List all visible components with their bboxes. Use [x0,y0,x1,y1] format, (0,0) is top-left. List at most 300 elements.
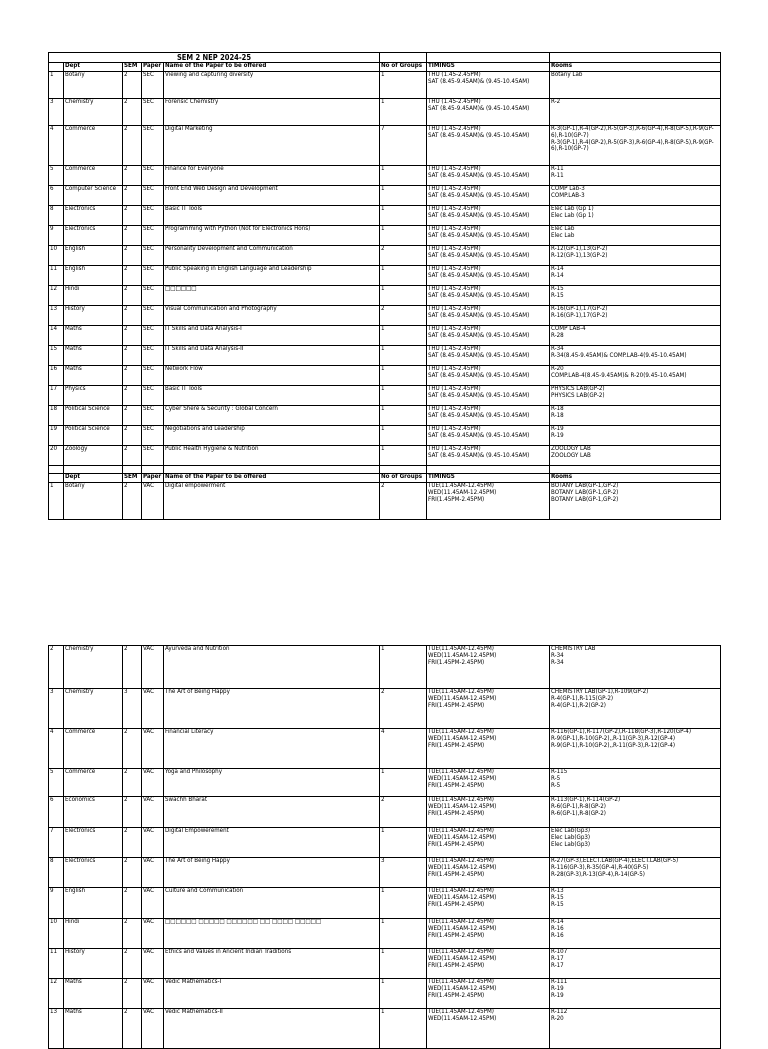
rooms [550,166,720,185]
paper-name: Personality Development and Communication [164,246,380,265]
table-row [49,979,720,1009]
rooms-line: R-6(GP-1),R-8(GP-2) [551,809,606,817]
timings-line: SAT (8.45-9.45AM)& (9.45-10.45AM) [428,231,530,239]
timings-line: SAT (8.45-9.45AM)& (9.45-10.45AM) [428,104,530,112]
paper-name: □□□□□□ [164,286,380,305]
rooms [550,646,720,688]
header-sem: SEM [123,63,142,71]
groups: 1 [380,426,427,445]
timings-line: WED(11.45AM-12.45PM) [428,734,497,742]
timings-line: THU (1.45-2.45PM) [428,206,481,212]
timings-line: SAT (8.45-9.45AM)& (9.45-10.45AM) [428,351,530,359]
header-groups: No of Groups [380,474,427,482]
timings-line: TUE(11.45AM-12.45PM) [428,729,494,735]
paper-name: Swachh Bharat [164,797,380,827]
rooms [550,226,720,245]
table-row [49,949,720,979]
spacer-row [49,466,720,474]
rooms-line: R-15 [551,286,564,292]
paper: SEC [142,426,164,445]
timings-line: FRI(1.45PM-2.45PM) [428,495,485,503]
empty-cell [427,466,550,473]
empty-cell [380,53,427,62]
rooms [550,246,720,265]
sem: 2 [123,166,142,185]
rooms-line: R-16(GP-1),17(GP-2) [551,306,608,312]
rooms [550,186,720,205]
rooms-line: R-16 [551,931,564,939]
timings-line: THU (1.45-2.45PM) [428,246,481,252]
serial-no: 2 [49,646,64,688]
paper-name: Visual Communication and Photography [164,306,380,325]
title-row [49,53,720,63]
rooms-line: BOTANY LAB(GP-1,GP-2) [551,483,619,489]
serial-no: 10 [49,919,64,948]
timings [427,919,550,948]
groups: 1 [380,366,427,385]
paper: SEC [142,266,164,285]
header-rooms: Rooms [551,474,573,480]
rooms-line: COMP.LAB-4(8.45-9.45AM)& R-20(9.45-10.45AM) [551,371,687,379]
rooms-line: R-34 [551,658,564,666]
rooms-line: ZOOLOGY LAB [551,451,591,459]
timings-line: SAT (8.45-9.45AM)& (9.45-10.45AM) [428,331,530,339]
rooms-line: R-9(GP-1),R-10(GP-2),,R-11(GP-3),R-12(GP-4) [551,741,676,749]
table-row [49,446,720,466]
paper: SEC [142,286,164,305]
sem: 2 [123,446,142,465]
sem: 2 [123,126,142,165]
dept: Physics [64,386,123,405]
dept: Maths [64,326,123,345]
empty-cell [550,466,720,473]
rooms-line: R-18 [551,406,564,412]
sem: 3 [123,689,142,728]
header-paper-name: Name of the Paper to be offered [164,63,380,71]
sem: 2 [123,406,142,425]
rooms-line: R-9(GP-1),R-10(GP-2),,R-11(GP-3),R-12(GP-4) [551,734,676,742]
timings-line: SAT (8.45-9.45AM)& (9.45-10.45AM) [428,271,530,279]
timings-line: FRI(1.45PM-2.45PM) [428,870,485,878]
rooms-line: COMP Lab-3 [551,186,585,192]
dept: Commerce [64,729,123,768]
serial-no: 7 [49,828,64,857]
sem: 2 [123,919,142,948]
dept: Hindi [64,919,123,948]
empty-cell [64,466,123,473]
serial-no: 9 [49,888,64,918]
paper-name: Ethics and Values in Ancient Indian Traditions [164,949,380,978]
timings [427,646,550,688]
table-row [49,858,720,888]
timings [427,769,550,796]
paper-name: Digital empowerment [164,483,380,519]
groups: 1 [380,446,427,465]
timings-line: SAT (8.45-9.45AM)& (9.45-10.45AM) [428,291,530,299]
serial-no: 8 [49,206,64,225]
rooms-line: R-11 [551,166,564,172]
serial-no: 6 [49,797,64,827]
serial-no: 13 [49,1009,64,1048]
rooms-line: R-5 [551,781,561,789]
rooms [550,266,720,285]
sem: 2 [123,729,142,768]
paper: VAC [142,729,164,768]
table-row [49,266,720,286]
timetable-sem2-vac-continued [48,645,721,1049]
timings [427,186,550,205]
header-timings: TIMINGS [427,474,550,482]
timings-line: FRI(1.45PM-2.45PM) [428,840,485,848]
rooms-line: R-3(GP-1),R-4(GP-2),R-5(GP-3),R-6(GP-4),R-8(GP-5),R-9(GP-6),R-10(GP-7) [551,138,714,153]
timings-line: SAT (8.45-9.45AM)& (9.45-10.45AM) [428,77,530,85]
dept: Chemistry [64,689,123,728]
rooms-line: R-14 [551,919,564,925]
serial-no: 17 [49,386,64,405]
paper: VAC [142,1009,164,1048]
sem: 2 [123,326,142,345]
header-serial-no [49,63,64,71]
table-row [49,729,720,769]
serial-no: 10 [49,246,64,265]
rooms-line: R-4(GP-1),R-2(GP-2) [551,701,606,709]
paper: SEC [142,366,164,385]
dept: Electronics [64,226,123,245]
sem: 2 [123,306,142,325]
timings-line: FRI(1.45PM-2.45PM) [428,961,485,969]
serial-no: 3 [49,689,64,728]
rooms [550,919,720,948]
groups: 2 [380,246,427,265]
table-row [49,99,720,126]
rooms-line: Elec Lab(Gp3) [551,828,591,834]
timings-line: TUE(11.45AM-12.45PM) [428,483,494,489]
groups: 1 [380,206,427,225]
rooms-line: CHEMISTRY LAB(GP-1),R-109(GP-2) [551,689,649,695]
groups: 1 [380,166,427,185]
rooms-line: R-3(GP-1),R-4(GP-2),R-5(GP-3),R-6(GP-4),R-8(GP-5),R-9(GP-6),R-10(GP-7) [551,126,714,139]
timings-line: TUE(11.45AM-12.45PM) [428,888,494,894]
sem: 2 [123,386,142,405]
serial-no: 11 [49,266,64,285]
rooms [550,483,720,519]
groups: 1 [380,99,427,125]
paper: SEC [142,306,164,325]
dept: English [64,888,123,918]
rooms [550,769,720,796]
timings-line: FRI(1.45PM-2.45PM) [428,701,485,709]
rooms-line: R-17 [551,954,564,962]
paper: VAC [142,949,164,978]
sem: 2 [123,186,142,205]
serial-no: 20 [49,446,64,465]
timings [427,366,550,385]
groups: 1 [380,286,427,305]
paper-name: The Art of Being Happy [164,689,380,728]
paper-name: Culture and Communication [164,888,380,918]
table-row [49,646,720,689]
rooms-line: R-15 [551,900,564,908]
rooms [550,406,720,425]
groups: 1 [380,186,427,205]
timings-line: WED(11.45AM-12.45PM) [428,984,497,992]
timings-line: TUE(11.45AM-12.45PM) [428,797,494,803]
rooms [550,729,720,768]
table-row [49,689,720,729]
timings-line: WED(11.45AM-12.45PM) [428,893,497,901]
empty-cell [164,466,380,473]
paper: SEC [142,406,164,425]
dept: English [64,266,123,285]
sem: 2 [123,483,142,519]
timings [427,226,550,245]
groups: 1 [380,828,427,857]
timings [427,483,550,519]
paper: SEC [142,326,164,345]
timings [427,206,550,225]
rooms-line: R-18 [551,411,564,419]
timings [427,386,550,405]
table-row [49,386,720,406]
timings [427,246,550,265]
timings [427,72,550,98]
rooms-line: COMP.LAB-3 [551,191,585,199]
paper: SEC [142,386,164,405]
paper-name: Viewing and capturing diversity [164,72,380,98]
sem: 2 [123,206,142,225]
rooms-line: R-14 [551,271,564,279]
table-row [49,126,720,166]
timings-line: WED(11.45AM-12.45PM) [428,774,497,782]
dept: History [64,306,123,325]
timings-line: SAT (8.45-9.45AM)& (9.45-10.45AM) [428,131,530,139]
timings-line: WED(11.45AM-12.45PM) [428,1014,497,1022]
rooms-line: COMP LAB-4 [551,326,586,332]
timings-line: TUE(11.45AM-12.45PM) [428,828,494,834]
timings-line: THU (1.45-2.45PM) [428,166,481,172]
paper: SEC [142,226,164,245]
dept: Commerce [64,126,123,165]
paper-name: Financial Literacy [164,729,380,768]
rooms [550,1009,720,1048]
dept: Maths [64,346,123,365]
header-rooms: Rooms [551,63,573,69]
rooms [550,446,720,465]
timings-line: THU (1.45-2.45PM) [428,326,481,332]
groups: 1 [380,919,427,948]
timings-line: THU (1.45-2.45PM) [428,286,481,292]
serial-no: 4 [49,729,64,768]
sem: 2 [123,646,142,688]
rooms-line: R-34 [551,651,564,659]
timings [427,828,550,857]
header-serial-no [49,474,64,482]
timings-line: FRI(1.45PM-2.45PM) [428,658,485,666]
rooms-line: R-16(GP-1),17(GP-2) [551,311,608,319]
rooms-line: R-113(GP-1),R-114(GP-2) [551,797,621,803]
rooms [550,326,720,345]
empty-cell [142,466,164,473]
header-paper: Paper [142,63,164,71]
timings-line: FRI(1.45PM-2.45PM) [428,991,485,999]
rooms [550,286,720,305]
rooms-line: R-15 [551,291,564,299]
timings-line: THU (1.45-2.45PM) [428,446,481,452]
dept: Computer Science [64,186,123,205]
sem: 2 [123,99,142,125]
paper-name: □□□□□□ □□□□□ □□□□□□ □□ □□□□ □□□□□ [164,919,380,948]
timings-line: SAT (8.45-9.45AM)& (9.45-10.45AM) [428,391,530,399]
serial-no: 6 [49,186,64,205]
rooms [550,99,720,125]
paper-name: Digital Empowerement [164,828,380,857]
serial-no: 9 [49,226,64,245]
rooms-line: R-12(GP-1),13(GP-2) [551,246,608,252]
rooms-line: Elec Lab [551,231,575,239]
paper-name: Public Health Hygiene & Nutrition [164,446,380,465]
rooms-line: R-116(GP-3),R-35(GP-4),R-40(GP-5) [551,863,649,871]
groups: 4 [380,729,427,768]
table-row [49,186,720,206]
serial-no: 5 [49,166,64,185]
rooms-line: R-14 [551,266,564,272]
paper-name: Public Speaking in English Language and Leadership [164,266,380,285]
timings-line: TUE(11.45AM-12.45PM) [428,769,494,775]
sem: 2 [123,286,142,305]
paper-name: Front End Web Design and Development [164,186,380,205]
dept: Electronics [64,828,123,857]
rooms-line: CHEMISTRY LAB [551,646,596,652]
dept: Electronics [64,206,123,225]
serial-no: 5 [49,769,64,796]
sem: 2 [123,769,142,796]
sem: 2 [123,72,142,98]
rooms-line: R-34 [551,346,564,352]
rooms-line: Elec Lab (Gp 1) [551,206,594,212]
sem: 2 [123,979,142,1008]
paper: SEC [142,346,164,365]
rooms-line: R-107 [551,949,568,955]
groups: 1 [380,266,427,285]
rooms [550,888,720,918]
groups: 1 [380,979,427,1008]
rooms [550,126,720,165]
timings [427,888,550,918]
timings-line: THU (1.45-2.45PM) [428,406,481,412]
rooms-line: R-115 [551,769,568,775]
groups: 1 [380,406,427,425]
paper: SEC [142,186,164,205]
rooms-line: Elec Lab(Gp3) [551,833,591,841]
dept: Political Science [64,406,123,425]
rooms-line: R-19 [551,991,564,999]
serial-no: 3 [49,99,64,125]
timings-line: SAT (8.45-9.45AM)& (9.45-10.45AM) [428,411,530,419]
table-row [49,246,720,266]
dept: English [64,246,123,265]
paper: VAC [142,919,164,948]
groups: 2 [380,483,427,519]
timings-line: SAT (8.45-9.45AM)& (9.45-10.45AM) [428,211,530,219]
paper: VAC [142,888,164,918]
rooms [550,426,720,445]
timings-line: TUE(11.45AM-12.45PM) [428,689,494,695]
table-row [49,828,720,858]
paper: VAC [142,483,164,519]
dept: Chemistry [64,99,123,125]
empty-cell [49,466,64,473]
serial-no: 16 [49,366,64,385]
sem: 2 [123,346,142,365]
rooms [550,858,720,887]
serial-no: 15 [49,346,64,365]
rooms-line: PHYSICS LAB(GP-2) [551,391,605,399]
table-row [49,366,720,386]
timings-line: TUE(11.45AM-12.45PM) [428,979,494,985]
dept: Botany [64,72,123,98]
paper-name: Cyber Shere & Security : Global Concern [164,406,380,425]
paper: SEC [142,246,164,265]
timings [427,979,550,1008]
sem: 2 [123,366,142,385]
paper-name: IT Skills and Data Analysis-I [164,326,380,345]
groups: 2 [380,797,427,827]
paper: SEC [142,206,164,225]
paper-name: Basic IT Tools [164,206,380,225]
header-timings: TIMINGS [427,63,550,71]
timings [427,426,550,445]
table-row [49,326,720,346]
empty-cell [123,466,142,473]
rooms-line: R-6(GP-1),R-8(GP-2) [551,802,606,810]
paper-name: IT Skills and Data Analysis-II [164,346,380,365]
dept: Zoology [64,446,123,465]
rooms-line: R-28 [551,331,564,339]
timings-line: THU (1.45-2.45PM) [428,266,481,272]
timings-line: THU (1.45-2.45PM) [428,99,481,105]
rooms-line: BOTANY LAB(GP-1,GP-2) [551,495,619,503]
rooms-line: R-13 [551,888,564,894]
groups: 1 [380,326,427,345]
paper: SEC [142,126,164,165]
paper-name: Ayurveda and Nutrition [164,646,380,688]
timings [427,99,550,125]
rooms-line: R-11 [551,171,564,179]
rooms-line: Elec Lab (Gp 1) [551,211,594,219]
timings-line: WED(11.45AM-12.45PM) [428,863,497,871]
rooms-line: R-20 [551,1014,564,1022]
groups: 2 [380,306,427,325]
table-row [49,426,720,446]
timings-line: SAT (8.45-9.45AM)& (9.45-10.45AM) [428,311,530,319]
timings [427,406,550,425]
serial-no: 12 [49,979,64,1008]
dept: Commerce [64,166,123,185]
timings-line: THU (1.45-2.45PM) [428,386,481,392]
paper: VAC [142,769,164,796]
empty-cell [427,53,550,62]
timings-line: THU (1.45-2.45PM) [428,346,481,352]
table-row [49,206,720,226]
table-row [49,346,720,366]
header-dept: Dept [64,474,123,482]
paper-name: Vedic Mathematics-I [164,979,380,1008]
sem: 2 [123,226,142,245]
rooms-line: Elec Lab(Gp3) [551,840,591,848]
table-row [49,72,720,99]
paper: VAC [142,858,164,887]
dept: Commerce [64,769,123,796]
